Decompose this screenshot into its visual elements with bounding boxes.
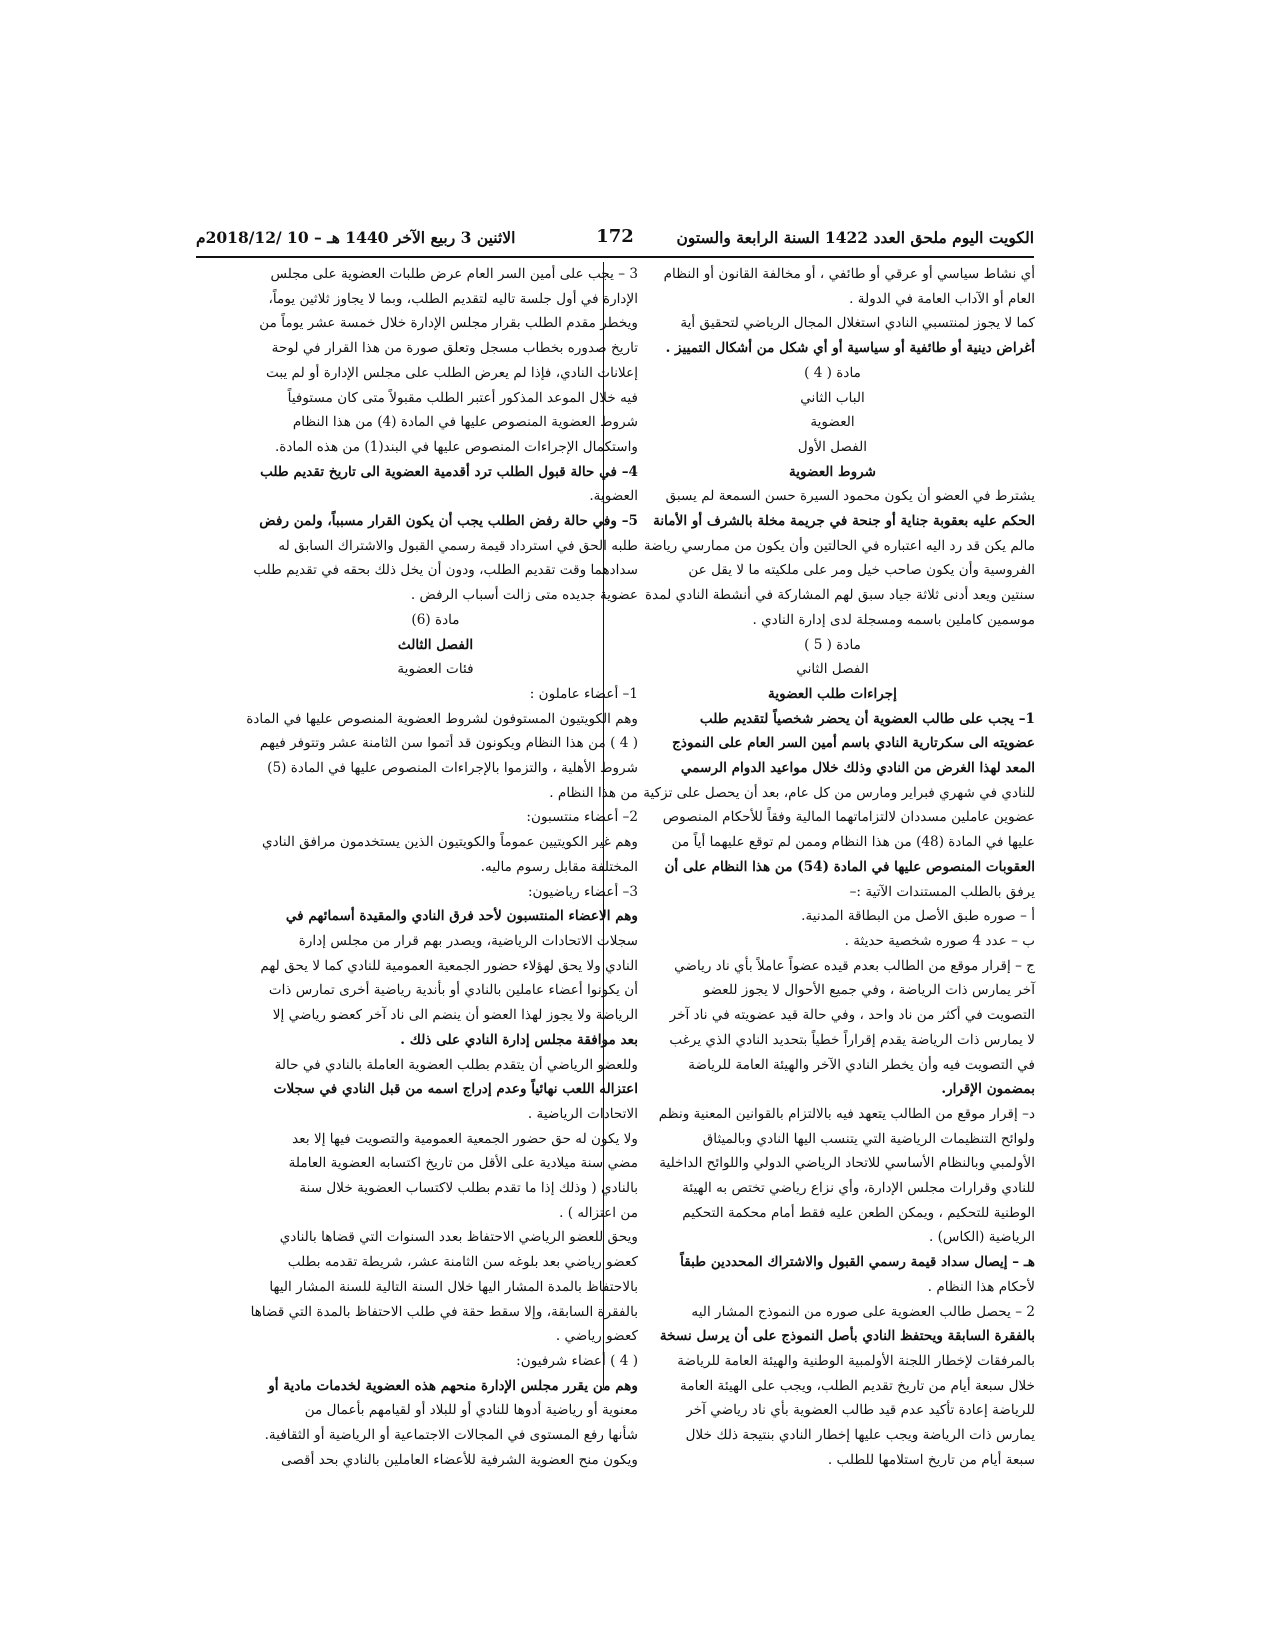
text-line: ويخطر مقدم الطلب بقرار مجلس الإدارة خلال خمسة عشر يوماً من <box>259 315 638 332</box>
text-line: الفصل الثاني <box>796 661 869 678</box>
text-line: يشترط في العضو أن يكون محمود السيرة حسن السمعة لم يسبق <box>665 488 1035 505</box>
text-line: عضوية جديده متى زالت أسباب الرفض . <box>410 587 638 604</box>
text-line: شأنها رفع المستوى في المجالات الاجتماعية أو الرياضية أو الثقافية. <box>264 1427 638 1444</box>
header-rule <box>196 256 1034 258</box>
text-line: العضوية <box>810 414 855 431</box>
text-line: الباب الثاني <box>800 389 865 406</box>
text-line: خلال سبعة أيام من تاريخ تقديم الطلب، ويجب على الهيئة العامة <box>680 1377 1035 1394</box>
text-line: وهم الاعضاء المنتسبون لأحد فرق النادي والمقيدة أسمائهم في <box>285 908 638 925</box>
text-line: واستكمال الإجراءات المنصوص عليها في البند(1) من هذه المادة. <box>274 438 638 455</box>
text-line: إجراءات طلب العضوية <box>768 685 897 702</box>
header-gazette-info: الكويت اليوم ملحق العدد 1422 السنة الرابعة والستون <box>676 228 1034 247</box>
text-line: فئات العضوية <box>397 661 474 678</box>
text-line: مادة ( 5 ) <box>804 636 861 653</box>
text-line: عليها في المادة (48) من هذا النظام وممن لم توقع عليهما أياً من <box>671 834 1035 851</box>
header-date: الاثنين 3 ربيع الآخر 1440 هـ – 10 /2018/12م <box>196 228 516 247</box>
text-line: 2 – يحصل طالب العضوية على صوره من النموذج المشار اليه <box>691 1303 1035 1320</box>
text-line: بعد موافقة مجلس إدارة النادي على ذلك . <box>400 1031 638 1048</box>
text-line: التصويت في أكثر من ناد واحد ، وفي حالة قيد عضويته في ناد آخر <box>669 1007 1035 1024</box>
text-line: 1– يجب على طالب العضوية أن يحضر شخصياً لتقديم طلب <box>699 710 1035 727</box>
text-line: العضوية. <box>589 488 638 505</box>
text-line: 3 – يجب على أمين السر العام عرض طلبات العضوية على مجلس <box>270 266 638 282</box>
text-line: الأولمبي وبالنظام الأساسي للاتحاد الرياضي الدولي واللوائح الداخلية <box>659 1155 1035 1172</box>
text-line: الإدارة في أول جلسة تاليه لتقديم الطلب، وبما لا يجاوز ثلاثين يوماً، <box>268 290 638 307</box>
text-line: شروط الأهلية ، والتزموا بالإجراءات المنصوص عليها في المادة (5) <box>267 760 638 777</box>
text-line: وهم من يقرر مجلس الإدارة منحهم هذه العضوية لخدمات مادية أو <box>268 1377 638 1394</box>
text-line: ج – إقرار موقع من الطالب بعدم قيده عضواً عاملاً بأي ناد رياضي <box>674 957 1035 974</box>
text-line: د– إقرار موقع من الطالب يتعهد فيه بالالتزام بالقوانين المعنية ونظم <box>658 1105 1035 1122</box>
text-line: بمضمون الإقرار. <box>941 1081 1035 1098</box>
text-line: كعضو رياضي بعد بلوغه سن الثامنة عشر، شريطة تقدمه بطلب <box>287 1254 638 1271</box>
text-line: هـ – إيصال سداد قيمة رسمي القبول والاشتراك المحددين طبقاً <box>680 1254 1035 1271</box>
text-line: المختلفة مقابل رسوم ماليه. <box>480 858 638 875</box>
text-line: وهم غير الكويتيين عموماً والكويتيون الذين يستخدمون مرافق النادي <box>261 834 638 851</box>
text-line: الرياضة ولا يجوز لهذا العضو أن ينضم الى ناد آخر كعضو رياضي إلا <box>272 1007 638 1024</box>
text-line: شروط العضوية المنصوص عليها في المادة (4) من هذا النظام <box>292 414 638 431</box>
text-line: الحكم عليه بعقوبة جناية أو جنحة في جريمة مخلة بالشرف أو الأمانة <box>653 513 1035 530</box>
text-line: بالمرفقات لإخطار اللجنة الأولمبية الوطنية والهيئة العامة للرياضة <box>677 1352 1035 1369</box>
text-line: لا يمارس ذات الرياضة يقدم إقراراً خطياً بتحديد النادي الذي يرغب <box>669 1031 1035 1048</box>
text-line: شروط العضوية <box>788 463 877 480</box>
text-line: مضي سنة ميلادية على الأقل من تاريخ اكتسابه العضوية العاملة <box>288 1155 638 1172</box>
text-line: آخر يمارس ذات الرياضة ، وفي جميع الأحوال لا يجوز للعضو <box>703 982 1035 999</box>
text-line: 3– أعضاء رياضيون: <box>527 883 638 900</box>
text-line: بالفقرة السابقة ويحتفظ النادي بأصل النموذج على أن يرسل نسخة <box>659 1328 1035 1345</box>
page-header <box>196 228 1034 254</box>
text-line: العقوبات المنصوص عليها في المادة (54) من هذا النظام على أن <box>664 858 1035 875</box>
text-line: ولا يكون له حق حضور الجمعية العمومية والتصويت فيها إلا بعد <box>292 1130 638 1147</box>
text-line: النادي ولا يحق لهؤلاء حضور الجمعية العمومية للنادي كما لا يحق لهم <box>260 957 638 974</box>
text-line: أ – صوره طبق الأصل من البطاقة المدنية. <box>801 908 1035 925</box>
page-number: 172 <box>596 226 634 247</box>
text-line: 4– في حالة قبول الطلب ترد أقدمية العضوية الى تاريخ تقديم طلب <box>260 463 638 480</box>
text-line: 2– أعضاء منتسبون: <box>526 809 638 826</box>
text-line: للنادي وقرارات مجلس الإدارة، وأي نزاع رياضي تختص به الهيئة <box>682 1180 1035 1197</box>
text-line: العام أو الآداب العامة في الدولة . <box>849 290 1035 307</box>
text-line: سبعة أيام من تاريخ استلامها للطلب . <box>827 1451 1035 1468</box>
text-line: ب – عدد 4 صوره شخصية حديثة . <box>844 932 1035 949</box>
text-line: من هذا النظام . <box>549 784 638 801</box>
text-line: بالاحتفاظ بالمدة المشار اليها خلال السنة التالية للسنة المشار اليها <box>269 1278 638 1295</box>
text-line: الرياضية (الكاس) . <box>928 1229 1035 1246</box>
text-line: الفصل الأول <box>797 438 868 455</box>
text-line: بالفقرة السابقة، وإلا سقط حقة في طلب الاحتفاظ بالمدة التي قضاها <box>250 1303 638 1320</box>
text-line: للرياضة إعادة تأكيد عدم قيد طالب العضوية بأي ناد رياضي آخر <box>686 1402 1035 1419</box>
text-line: فيه خلال الموعد المذكور أعتبر الطلب مقبولاً متى كان مستوفياً <box>287 389 638 406</box>
text-line: من اعتزاله ) . <box>559 1204 638 1221</box>
text-line: مالم يكن قد رد اليه اعتباره في الحالتين وأن يكون من ممارسي رياضة <box>643 537 1035 554</box>
text-line: اعتزاله اللعب نهائياً وعدم إدراج اسمه من قبل النادي في سجلات <box>273 1081 638 1098</box>
text-line: في التصويت فيه وأن يخطر النادي الآخر والهيئة العامة للرياضة <box>688 1056 1035 1073</box>
text-line: أن يكونوا أعضاء عاملين بالنادي أو بأندية رياضية أخرى تمارس ذات <box>268 982 638 999</box>
text-line: وهم الكويتيون المستوفون لشروط العضوية المنصوص عليها في المادة <box>246 710 638 727</box>
text-line: يمارس ذات الرياضة ويجب عليها إخطار النادي بنتيجة ذلك خلال <box>685 1427 1035 1444</box>
text-line: عضوين عاملين مسددان لالتزاماتهما المالية وفقاً للأحكام المنصوص <box>662 809 1035 826</box>
text-line: الاتحادات الرياضية . <box>527 1105 638 1122</box>
text-line: الفصل الثالث <box>397 636 474 653</box>
left-column <box>233 262 638 1472</box>
text-line: موسمين كاملين باسمه ومسجلة لدى إدارة النادي . <box>752 611 1035 628</box>
text-line: سنتين ويعد أدنى ثلاثة جياد سبق لهم المشاركة في أنشطة النادي لمدة <box>645 587 1035 604</box>
text-line: أغراض دينية أو طائفية أو سياسية أو أي شكل من أشكال التمييز . <box>665 340 1035 357</box>
text-line: ولوائح التنظيمات الرياضية التي يتنسب اليها النادي وبالميثاق <box>702 1130 1035 1147</box>
text-line: عضويته الى سكرتارية النادي باسم أمين السر العام على النموذج <box>672 735 1035 752</box>
text-line: تاريخ صدوره بخطاب مسجل وتعلق صورة من هذا القرار في لوحة <box>271 340 638 357</box>
text-line: بالنادي ( وذلك إذا ما تقدم بطلب لاكتساب العضوية خلال سنة <box>299 1180 638 1197</box>
text-line: 5– وفي حالة رفض الطلب يجب أن يكون القرار مسبباً، ولمن رفض <box>259 513 638 530</box>
text-line: معنوية أو رياضية أدوها للنادي أو للبلاد أو لقيامهم بأعمال من <box>304 1402 638 1419</box>
text-line: ويكون منح العضوية الشرفية للأعضاء العاملين بالنادي بحد أقصى <box>280 1451 638 1468</box>
text-line: سجلات الاتحادات الرياضية، ويصدر بهم قرار من مجلس إدارة <box>298 932 638 949</box>
text-line: لأحكام هذا النظام . <box>927 1278 1035 1295</box>
text-line: 1– أعضاء عاملون : <box>529 685 638 702</box>
text-line: طلبه الحق في استرداد قيمة رسمي القبول والاشتراك السابق له <box>278 537 638 554</box>
text-line: مادة (6) <box>411 611 460 628</box>
text-line: ويحق للعضو الرياضي الاحتفاظ بعدد السنوات التي قضاها بالنادي <box>279 1229 638 1246</box>
right-column <box>630 262 1035 1472</box>
text-line: يرفق بالطلب المستندات الآتية :– <box>849 883 1035 900</box>
text-line: ( 4 ) من هذا النظام ويكونون قد أتموا سن الثامنة عشر وتتوفر فيهم <box>259 735 638 752</box>
text-line: كعضو رياضي . <box>555 1328 638 1345</box>
text-line: إعلانات النادي، فإذا لم يعرض الطلب على مجلس الإدارة أو لم يبت <box>266 364 638 381</box>
text-line: الفروسية وأن يكون صاحب خيل ومر على ملكيته ما لا يقل عن <box>688 562 1035 579</box>
text-line: للنادي في شهري فبراير ومارس من كل عام، بعد أن يحصل على تزكية <box>643 784 1035 801</box>
text-line: أي نشاط سياسي أو عرقي أو طائفي ، أو مخالفة القانون أو النظام <box>663 266 1035 282</box>
text-line: وللعضو الرياضي أن يتقدم بطلب العضوية العاملة بالنادي في حالة <box>274 1056 638 1073</box>
text-line: المعد لهذا الغرض من النادي وذلك خلال مواعيد الدوام الرسمي <box>680 760 1035 777</box>
text-line: الوطنية للتحكيم ، ويمكن الطعن عليه فقط أمام محكمة التحكيم <box>682 1204 1035 1221</box>
text-line: ( 4 ) أعضاء شرفيون: <box>516 1352 638 1369</box>
text-line: سدادهما وقت تقديم الطلب، ودون أن يخل ذلك بحقه في تقديم طلب <box>253 562 638 579</box>
text-line: كما لا يجوز لمنتسبي النادي استغلال المجال الرياضي لتحقيق أية <box>680 315 1035 332</box>
text-line: مادة ( 4 ) <box>804 364 861 381</box>
